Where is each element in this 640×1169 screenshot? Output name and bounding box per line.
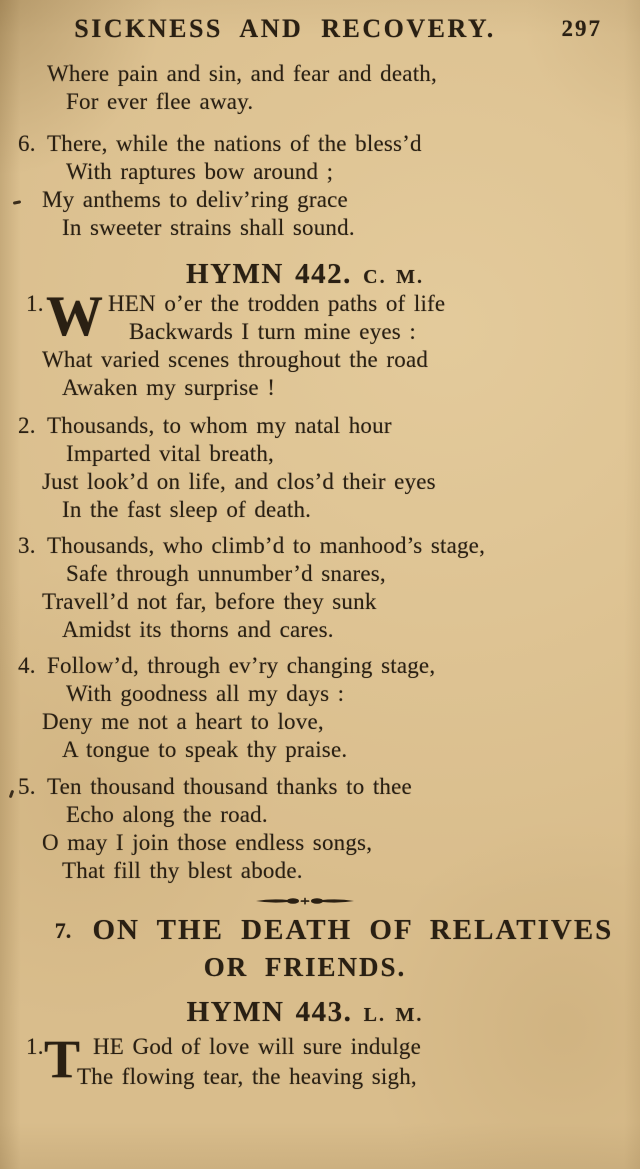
section-title-line-2: OR FRIENDS. [203,952,407,982]
section-title-line-1 [0,911,640,950]
page-number: 297 [561,16,602,41]
verse-line-text: Thousands, to whom my natal hour [47,413,392,438]
verse-line: Just look’d on life, and clos’d their eyes [42,469,436,494]
verse-line [0,412,640,440]
verse-number: 4. [18,653,36,678]
hymn-442-verse-5 [0,773,640,885]
drop-cap-initial: T [44,1029,81,1089]
verse-line: Amidst its thorns and cares. [62,617,334,642]
section-divider [0,894,610,908]
verse-line: Imparted vital breath, [66,441,275,466]
hymn-442-meter: C. M. [363,266,424,288]
verse-line: O may I join those endless songs, [42,830,373,855]
verse-number: 3. [18,533,36,558]
hymn-442-verse-3 [0,532,640,644]
verse-line: Backwards I turn mine eyes : [129,319,416,344]
hymn-442-verse-4 [0,652,640,764]
verse-line: What varied scenes throughout the road [42,347,429,372]
verse-line: HE God of love will sure indulge [93,1034,422,1059]
section-number: 7. [54,918,72,943]
verse-line: With raptures bow around ; [66,159,334,184]
hymn-442-verse-2 [0,412,640,524]
verse-line: Where pain and sin, and fear and death, [47,61,437,86]
verse-line-text: Ten thousand thousand thanks to thee [47,774,412,799]
verse-line [0,532,640,560]
drop-cap-initial: W [46,285,103,348]
stanza-continuation [0,60,640,116]
running-head [0,14,640,48]
hymn-443-title: HYMN 443. [186,996,353,1028]
section-title-text: ON THE DEATH OF RELATIVES [92,914,614,946]
verse-line [0,652,640,680]
verse-number: 1. [26,1034,44,1059]
verse-line: With goodness all my days : [66,681,345,706]
hymn-442-title: HYMN 442. [186,258,352,290]
hymn-443-heading [0,996,610,1028]
verse-number: 1. [26,291,44,316]
verse-line: Awaken my surprise ! [62,375,276,400]
verse-line-text: Thousands, who climb’d to manhood’s stage, [47,533,486,558]
verse-line: That fill thy blest abode. [62,858,303,883]
running-head-title: SICKNESS AND RECOVERY. [74,14,496,43]
verse-number: 2. [18,413,36,438]
verse-line: Travell’d not far, before they sunk [42,589,377,614]
verse-line: HEN o’er the trodden paths of life [108,291,446,316]
verse-line: In sweeter strains shall sound. [62,215,355,240]
verse-line-text: There, while the nations of the bless’d [47,131,422,156]
verse-line: In the fast sleep of death. [62,497,312,522]
verse-line: Safe through unnumber’d snares, [66,561,386,586]
hymn-443-meter: L. M. [363,1004,424,1026]
verse-6 [0,130,640,242]
verse-line: A tongue to speak thy praise. [62,737,348,762]
verse-line: My anthems to deliv’ring grace [42,187,348,212]
section-heading [0,911,640,984]
hymn-443-verse-1 [0,1029,640,1092]
hymn-442-verse-1 [0,285,640,402]
verse-line: Echo along the road. [66,802,268,827]
verse-line [0,773,640,801]
verse-number: 6. [18,131,36,156]
verse-line [0,130,640,158]
verse-line: For ever flee away. [66,89,254,114]
section-divider-ornament [255,894,355,908]
verse-number: 5. [18,774,36,799]
verse-line: The flowing tear, the heaving sigh, [77,1064,417,1089]
verse-line: Deny me not a heart to love, [42,709,324,734]
verse-line-text: Follow’d, through ev’ry changing stage, [47,653,436,678]
